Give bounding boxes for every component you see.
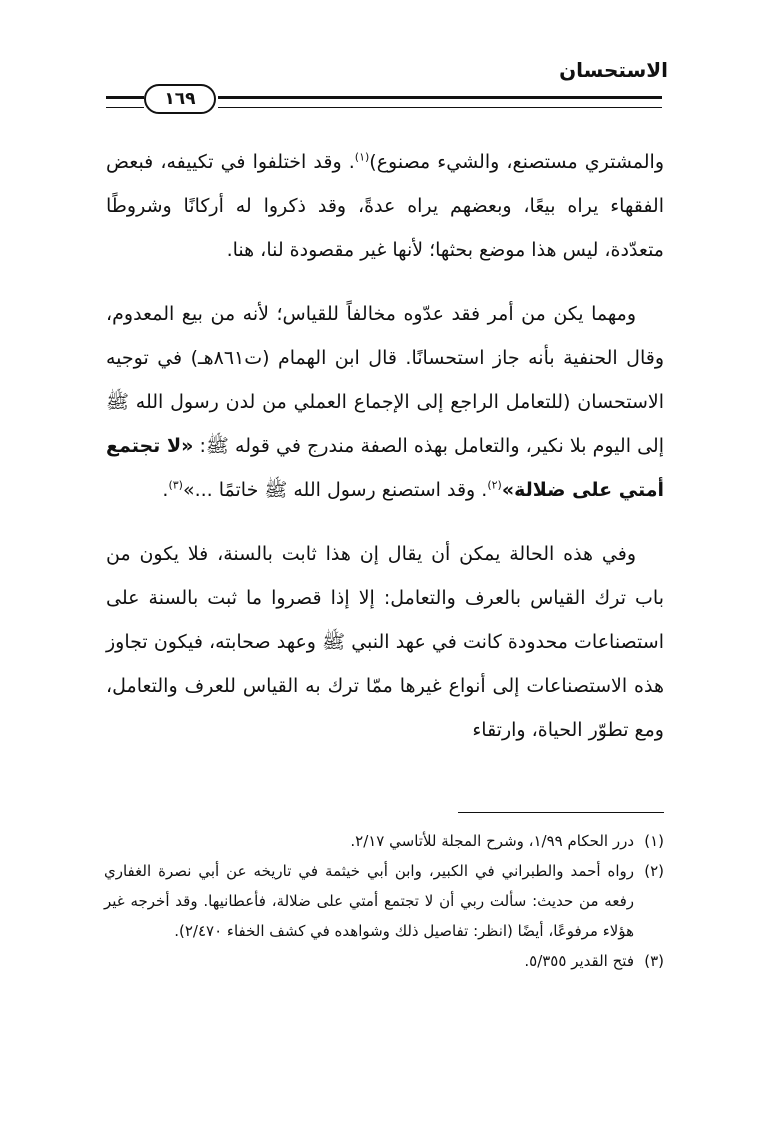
footnote (104, 946, 664, 976)
footnote (104, 826, 664, 856)
p2-text-c: . (162, 479, 169, 501)
main-text (106, 140, 664, 752)
footnote-ref-3: (٣) (168, 478, 183, 492)
footnotes (104, 826, 664, 976)
header-rule-left (106, 96, 144, 108)
footnote-text: رواه أحمد والطبراني في الكبير، وابن أبي خيثمة في تاريخه عن أبي نصرة الغفاري رفعه من حديث: سألت ربي أن لا تجتمع أمتي على ضلالة، فأعطانيها. وقد أخرجه غير هؤلاء مرفوعًا، أيضًا (انظر: تفاصيل ذلك وشواهده في كشف الخفاء ٢/٤٧٠). (104, 862, 634, 940)
running-title: الاستحسان (559, 58, 668, 82)
footnote-ref-1: (١) (354, 150, 370, 164)
footnote-number: (٢) (644, 862, 664, 880)
hadith-quote: «لا تجتمع أمتي على ضلالة» (106, 435, 664, 501)
footnote-text: درر الحكام ١/٩٩، وشرح المجلة للأتاسي ٢/١٧. (350, 832, 634, 850)
paragraph-1 (106, 140, 664, 272)
p1-text-a: والمشتري مستصنع، والشيء مصنوع) (369, 151, 665, 173)
footnote-separator (458, 812, 664, 813)
paragraph-3: وفي هذه الحالة يمكن أن يقال إن هذا ثابت بالسنة، فلا يكون من باب ترك القياس بالعرف والتعامل: إلا إذا قصروا ما ثبت بالسنة على استصناعات محدودة كانت في عهد النبي ﷺ وعهد صحابته، فيكون تجاوز هذه الاستصناعات إلى أنواع غيرها ممّا ترك به القياس للعرف والتعامل، ومع تطوّر الحياة، وارتقاء (106, 543, 664, 741)
header-rule-right (218, 96, 662, 108)
footnote-number: (١) (644, 832, 664, 850)
page-number: ١٦٩ (144, 84, 216, 114)
paragraph-2 (106, 292, 664, 512)
p2-text-b: . وقد استصنع رسول الله ﷺ خاتمًا ...» (182, 479, 488, 501)
p1-text-b: . وقد اختلفوا في تكييفه، فبعض الفقهاء يراه بيعًا، وبعضهم يراه عدةً، وقد ذكروا له أركانًا وشروطًا متعدّدة، ليس هذا موضع بحثها؛ لأنها غير مقصودة لنا، هنا. (106, 151, 664, 261)
footnote-number: (٣) (644, 952, 664, 970)
p2-text-a: ومهما يكن من أمر فقد عدّوه مخالفاً للقياس؛ لأنه من بيع المعدوم، وقال الحنفية بأنه جاز استحسانًا. قال ابن الهمام (ت٨٦١هـ) في توجيه الاستحسان (للتعامل الراجع إلى الإجماع العملي من لدن رسول الله ﷺ إلى اليوم بلا نكير، والتعامل بهذه الصفة مندرج في قوله ﷺ: (106, 303, 665, 457)
footnote (104, 856, 664, 946)
footnote-ref-2: (٢) (487, 478, 502, 492)
footnote-text: فتح القدير ٥/٣٥٥. (524, 952, 634, 970)
